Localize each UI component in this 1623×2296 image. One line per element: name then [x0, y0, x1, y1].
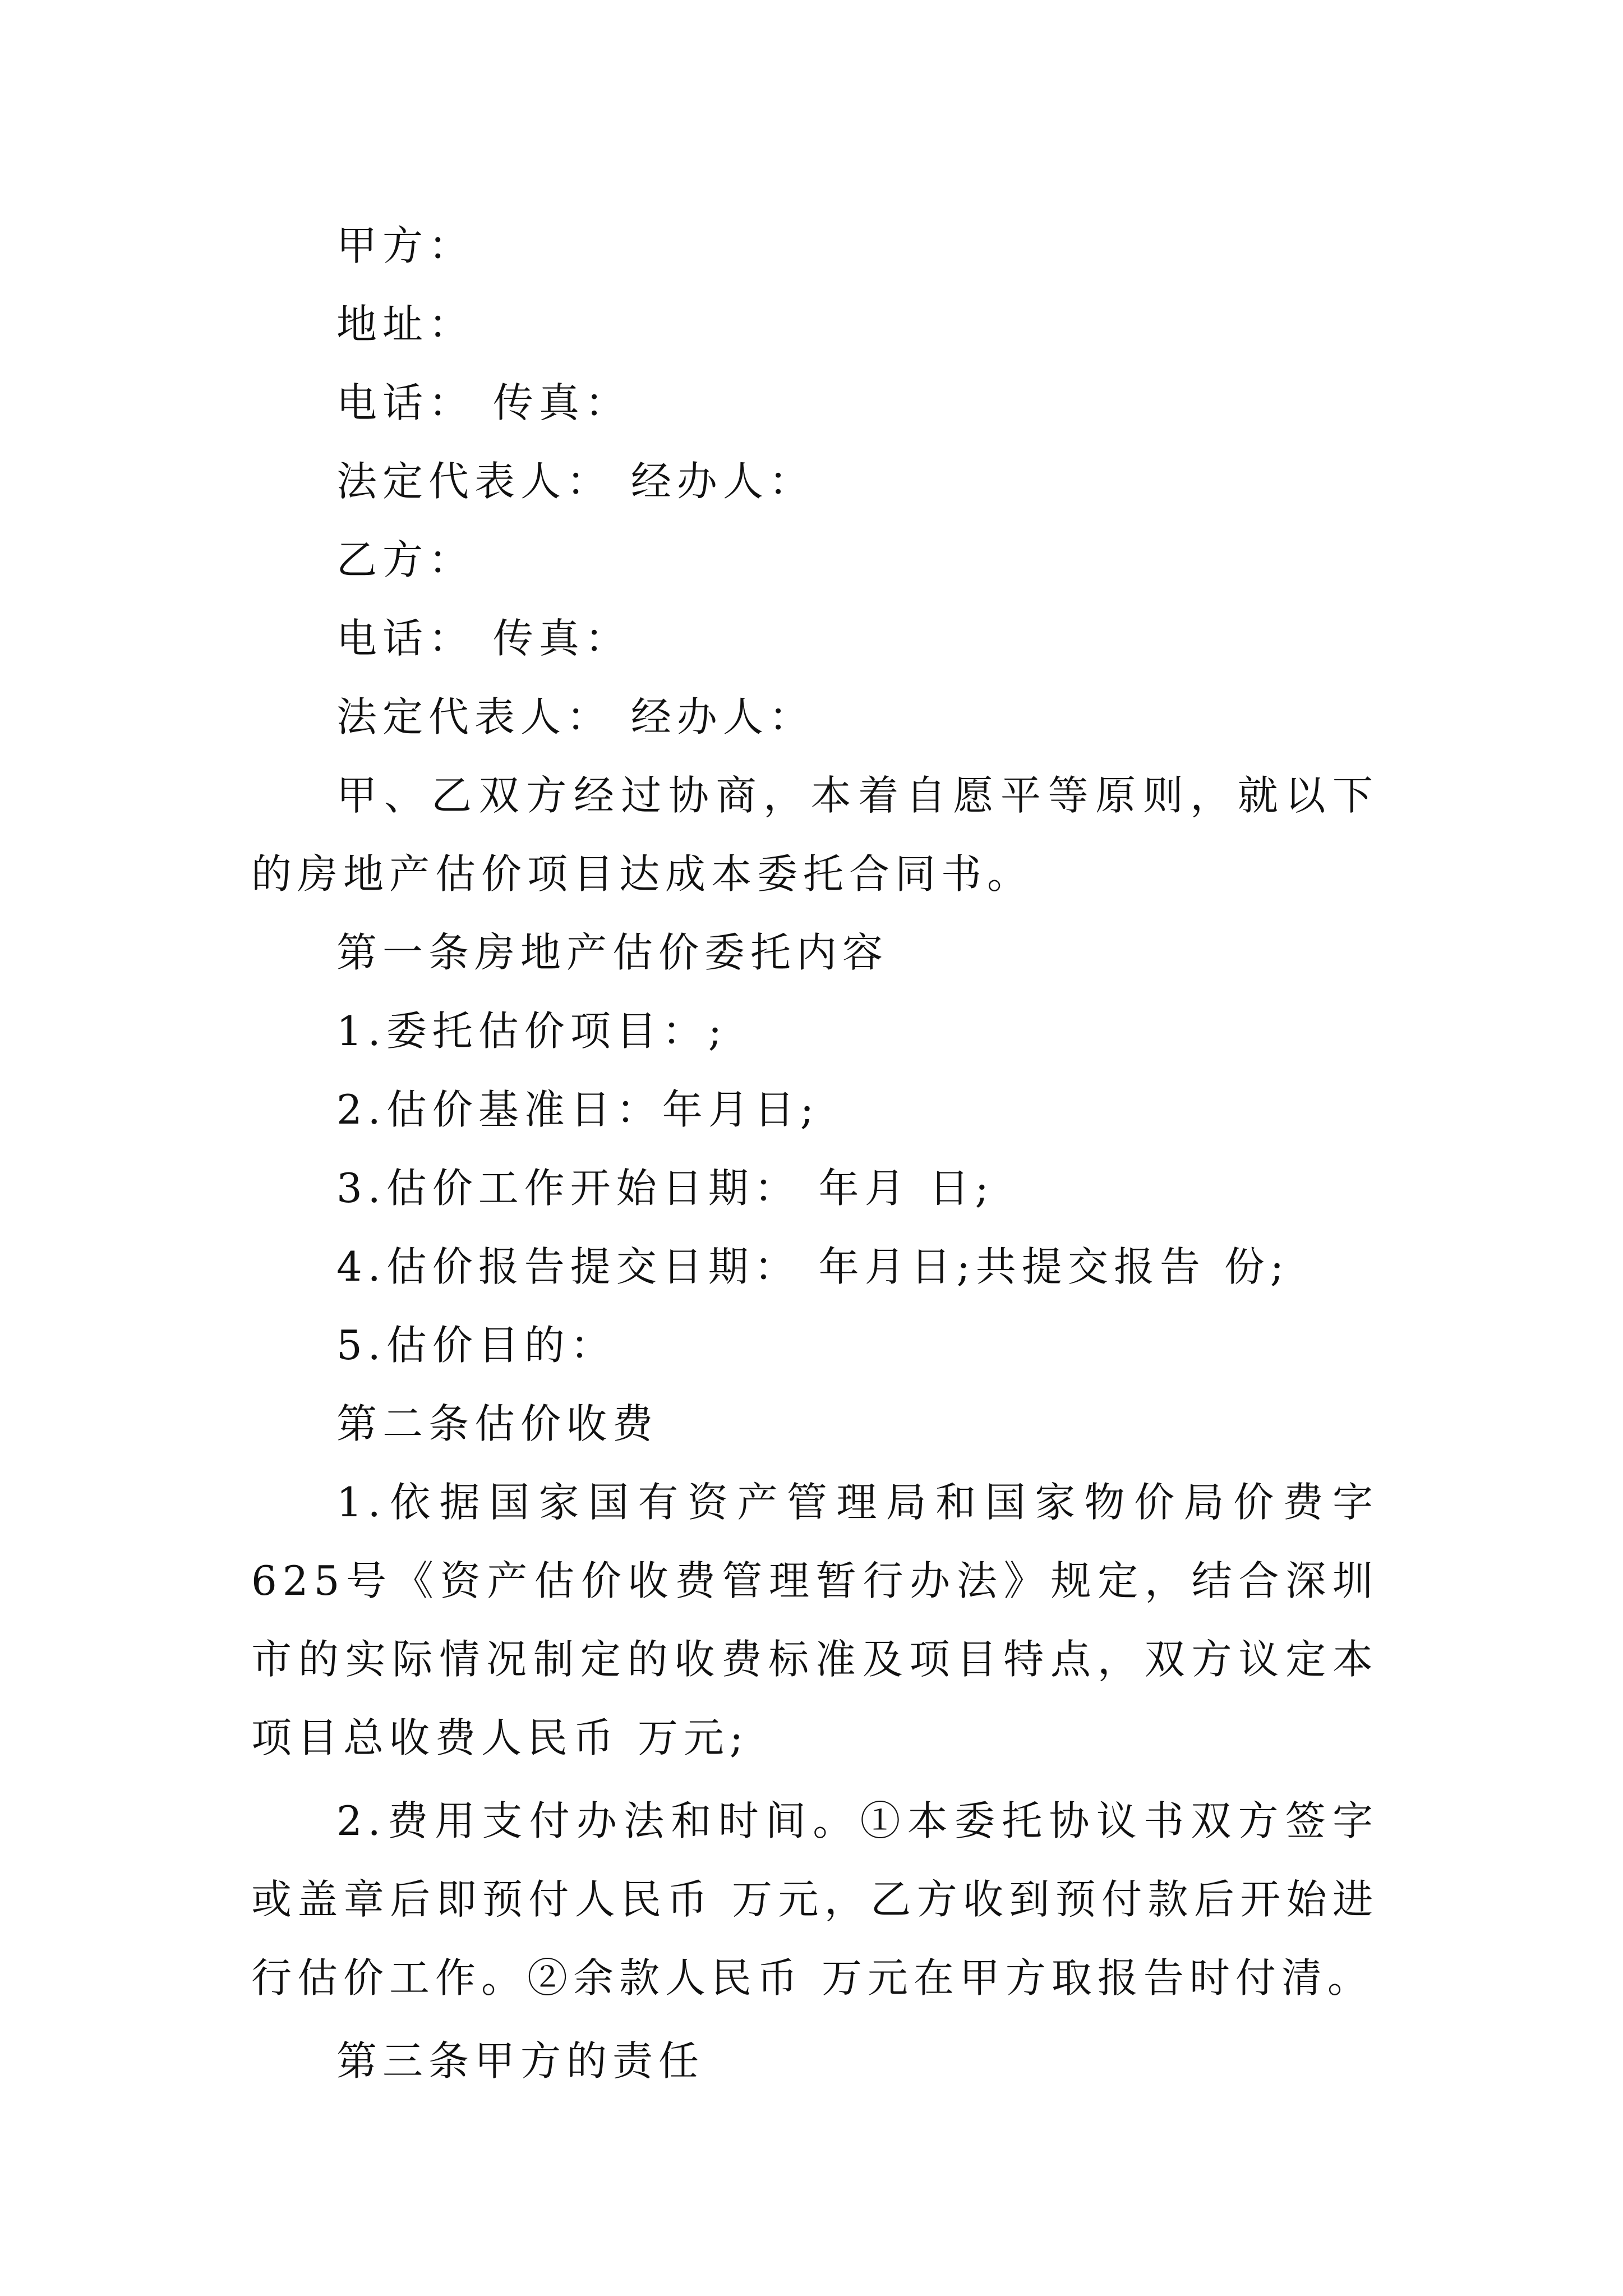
- party-b-label: 乙方：: [336, 536, 475, 583]
- article-1-item-2: 2.估价基准日：年月日;: [336, 1086, 819, 1133]
- party-a-label: 甲方：: [336, 222, 475, 269]
- party-b-phone-fax: 电话： 传真：: [336, 615, 631, 662]
- party-a-representative: 法定代表人： 经办人：: [336, 458, 815, 505]
- article-1-item-4: 4.估价报告提交日期： 年月日;共提交报告 份;: [336, 1243, 1289, 1290]
- party-a-address: 地址：: [336, 301, 475, 348]
- article-1-title: 第一条房地产估价委托内容: [336, 929, 889, 976]
- party-a-phone-fax: 电话： 传真：: [336, 379, 631, 426]
- party-b-representative: 法定代表人： 经办人：: [336, 693, 815, 740]
- article-1-item-1: 1.委托估价项目：;: [336, 1007, 727, 1055]
- contract-body: [251, 206, 1378, 2100]
- article-2-item-1: 1.依据国家国有资产管理局和国家物价局价费字625号《资产估价收费管理暂行办法》规定，结合深圳市的实际情况制定的收费标准及项目特点，双方议定本项目总收费人民币 万元;: [251, 1479, 1378, 1761]
- article-1-item-3: 3.估价工作开始日期： 年月 日;: [336, 1165, 994, 1212]
- paragraph-gap: [251, 1777, 1378, 1782]
- article-2-title: 第二条估价收费: [336, 1400, 659, 1447]
- intro-paragraph: 甲、乙双方经过协商，本着自愿平等原则，就以下的房地产估价项目达成本委托合同书。: [251, 772, 1378, 898]
- article-1-item-5: 5.估价目的：: [336, 1322, 616, 1369]
- article-3-title: 第三条甲方的责任: [336, 2037, 705, 2085]
- paragraph-gap: [251, 2017, 1378, 2022]
- article-2-item-2: 2.费用支付办法和时间。①本委托协议书双方签字或盖章后即预付人民币 万元，乙方收到预付款后开始进行估价工作。②余款人民币 万元在甲方取报告时付清。: [251, 1797, 1378, 2001]
